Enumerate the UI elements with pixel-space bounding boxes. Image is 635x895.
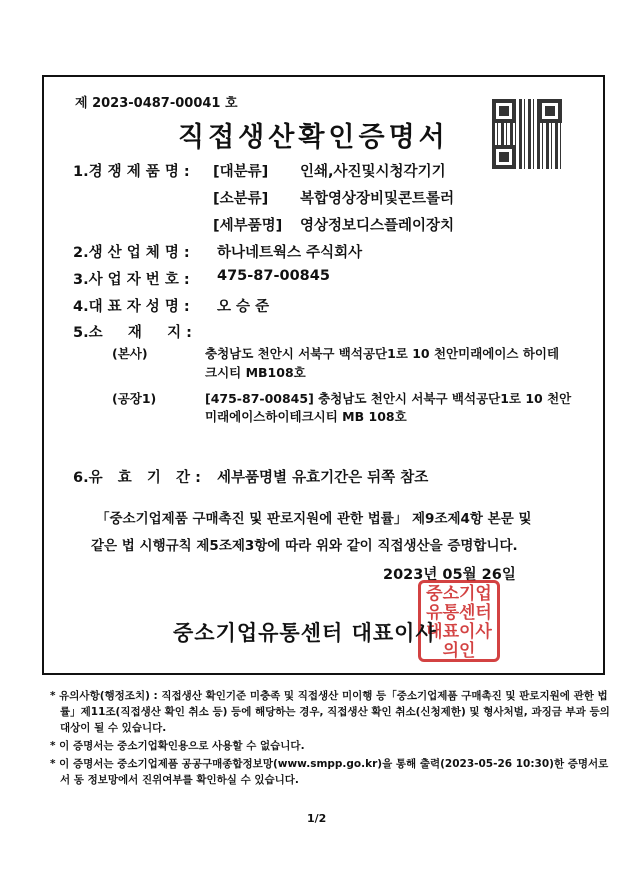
note-item: * 이 증명서는 중소기업확인용으로 사용할 수 없습니다. [50,740,305,752]
category-major: 인쇄,사진및시청각기기 [300,164,446,180]
validity: 세부품명별 유효기간은 뒤쪽 참조 [217,470,429,486]
hq-address-line2: 크시티 MB108호 [205,365,306,380]
company-name: 하나네트웍스 주식회사 [217,245,363,261]
page-title: 직접생산확인증명서 [178,122,449,153]
validity-label: 6.유 효 기 간 : [73,470,201,486]
bizno-label: 3.사 업 자 번 호 : [73,272,190,288]
category-detail-label: [세부품명] [213,218,283,234]
note-item: * 유의사항(행정조치) : 직접생산 확인기준 미충족 및 직접생산 미이행 등「중소기업제품 구매촉진 및 판로지원에 관한 법률」제11조(직접생산 확인 취소 등) 등에 해당하는 경우, 직접생산 확인 취소(신청제한) 및 형사처벌, 과징금 부과 등의 대상이 될 수 있습니다. [50,690,610,734]
category-minor: 복합영상장비및콘트롤러 [300,191,455,207]
issue-date: 2023년 05월 26일 [383,567,516,583]
page-number: 1/2 [307,812,327,825]
category-major-label: [대분류] [213,164,269,180]
ceo-label: 4.대 표 자 성 명 : [73,299,190,315]
address-label: 5.소 재 지 : [73,325,192,341]
category-minor-label: [소분류] [213,191,269,207]
note-item: * 이 증명서는 중소기업제품 공공구매종합정보망(www.smpp.go.kr)을 통해 출력(2023-05-26 10:30)한 증명서로서 동 정보망에서 진위여부를 확인하실 수 있습니다. [50,758,609,786]
qr-code [492,99,562,169]
factory-address-line2: 미래에이스하이테크시티 MB 108호 [205,409,407,424]
category-detail: 영상정보디스플레이장치 [300,218,455,234]
company-label: 2.생 산 업 체 명 : [73,245,190,261]
statement-line1: 「중소기업제품 구매촉진 및 판로지원에 관한 법률」 제9조제4항 본문 및 [96,511,532,527]
bizno: 475-87-00845 [217,268,330,284]
factory-address-line1: [475-87-00845] 충청남도 천안시 서북구 백석공단1로 10 천안 [205,391,572,406]
notes [50,688,610,790]
hq-address-line1: 충청남도 천안시 서북구 백석공단1로 10 천안미래에이스 하이테 [205,346,560,361]
hq-label: (본사) [112,346,148,361]
issuer-name: 중소기업유통센터 대표이사 [173,621,437,645]
ceo-name: 오 승 준 [217,299,270,315]
product-label: 1.경 쟁 제 품 명 : [73,164,190,180]
certificate-number: 제 2023-0487-00041 호 [75,96,238,111]
statement-line2: 같은 법 시행규칙 제5조제3항에 따라 위와 같이 직접생산을 증명합니다. [91,538,518,554]
factory-label: (공장1) [112,391,157,406]
seal-text: 중소기업유통센터대표이사의인 [426,584,492,661]
